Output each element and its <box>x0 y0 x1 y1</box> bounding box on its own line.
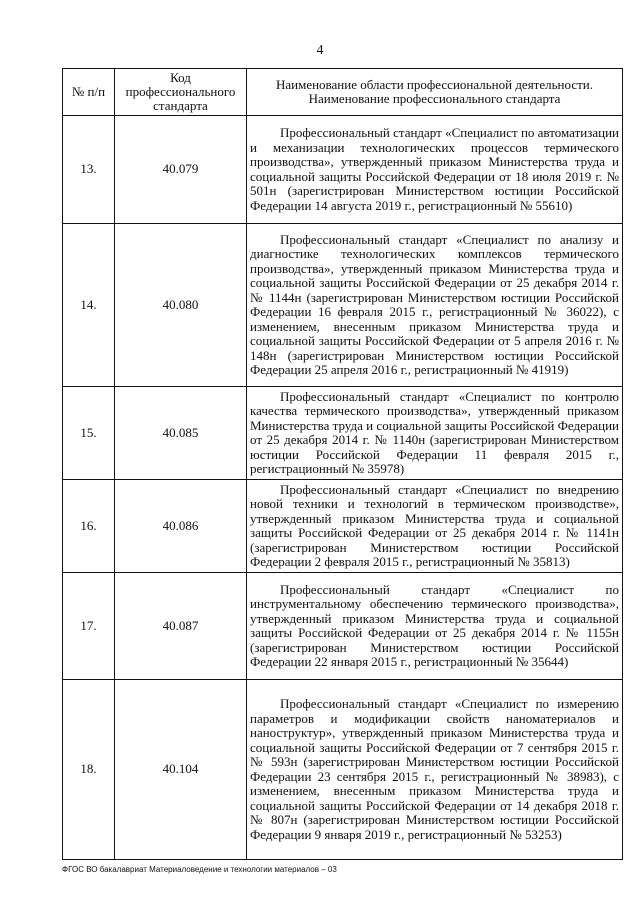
table-row <box>63 680 623 860</box>
header-num: № п/п <box>63 69 115 116</box>
header-name: Наименование области профессиональной деятельности. Наименование профессионального стандарта <box>247 69 623 116</box>
standard-description: Профессиональный стандарт «Специалист по контролю качества термического производства», утвержденный приказом Министерства труда и социальной защиты Российской Федерации от 25 декабря 2014 г. № 1140н (зарегистрирован Министерством юстиции Российской Федерации 11 февраля 2015 г., регистрационный № 35978) <box>247 387 623 480</box>
standard-description: Профессиональный стандарт «Специалист по анализу и диагностике технологических комплексов термического производства», утвержденный приказом Министерства труда и социальной защиты Российской Федерации от 25 декабря 2014 г. № 1144н (зарегистрирован Министерством юстиции Российской Федерации 16 февраля 2015 г., регистрационный № 36022), с изменением, внесенным приказом Министерства труда и социальной защиты Российской Федерации от 5 апреля 2016 г. № 148н (зарегистрирован Министерством юстиции Российской Федерации 25 апреля 2016 г., регистрационный № 41919) <box>247 224 623 387</box>
standard-code: 40.087 <box>115 573 247 680</box>
standard-description: Профессиональный стандарт «Специалист по автоматизации и механизации технологических процессов термического производства», утвержденный приказом Министерства труда и социальной защиты Российской Федерации от 18 июля 2019 г. № 501н (зарегистрирован Министерством юстиции Российской Федерации 14 августа 2019 г., регистрационный № 55610) <box>247 116 623 224</box>
standard-description: Профессиональный стандарт «Специалист по измерению параметров и модификации свойств наноматериалов и наноструктур», утвержденный приказом Министерства труда и социальной защиты Российской Федерации от 7 сентября 2015 г. № 593н (зарегистрирован Министерством юстиции Российской Федерации 23 сентября 2015 г., регистрационный № 38983), с изменением, внесенным приказом Министерства труда и социальной защиты Российской Федерации от 14 декабря 2018 г. № 807н (зарегистрирован Министерством юстиции Российской Федерации 9 января 2019 г., регистрационный № 53253) <box>247 680 623 860</box>
row-number: 16. <box>63 480 115 573</box>
header-code: Код профессионального стандарта <box>115 69 247 116</box>
standard-code: 40.086 <box>115 480 247 573</box>
table-row <box>63 387 623 480</box>
standard-code: 40.104 <box>115 680 247 860</box>
row-number: 15. <box>63 387 115 480</box>
standard-code: 40.079 <box>115 116 247 224</box>
row-number: 18. <box>63 680 115 860</box>
row-number: 13. <box>63 116 115 224</box>
professional-standards-table <box>62 68 623 860</box>
table-header-row <box>63 69 623 116</box>
standard-code: 40.085 <box>115 387 247 480</box>
document-footer: ФГОС ВО бакалавриат Материаловедение и технологии материалов – 03 <box>62 865 337 874</box>
standard-description: Профессиональный стандарт «Специалист по инструментальному обеспечению термического производства», утвержденный приказом Министерства труда и социальной защиты Российской Федерации от 25 декабря 2014 г. № 1155н (зарегистрирован Министерством юстиции Российской Федерации 22 января 2015 г., регистрационный № 35644) <box>247 573 623 680</box>
standard-description: Профессиональный стандарт «Специалист по внедрению новой техники и технологий в термическом производстве», утвержденный приказом Министерства труда и социальной защиты Российской Федерации от 25 декабря 2014 г. № 1141н (зарегистрирован Министерством юстиции Российской Федерации 2 февраля 2015 г., регистрационный № 35813) <box>247 480 623 573</box>
standard-code: 40.080 <box>115 224 247 387</box>
table-row <box>63 116 623 224</box>
table-row <box>63 573 623 680</box>
table-row <box>63 224 623 387</box>
row-number: 14. <box>63 224 115 387</box>
table-row <box>63 480 623 573</box>
row-number: 17. <box>63 573 115 680</box>
page-number: 4 <box>316 43 324 58</box>
